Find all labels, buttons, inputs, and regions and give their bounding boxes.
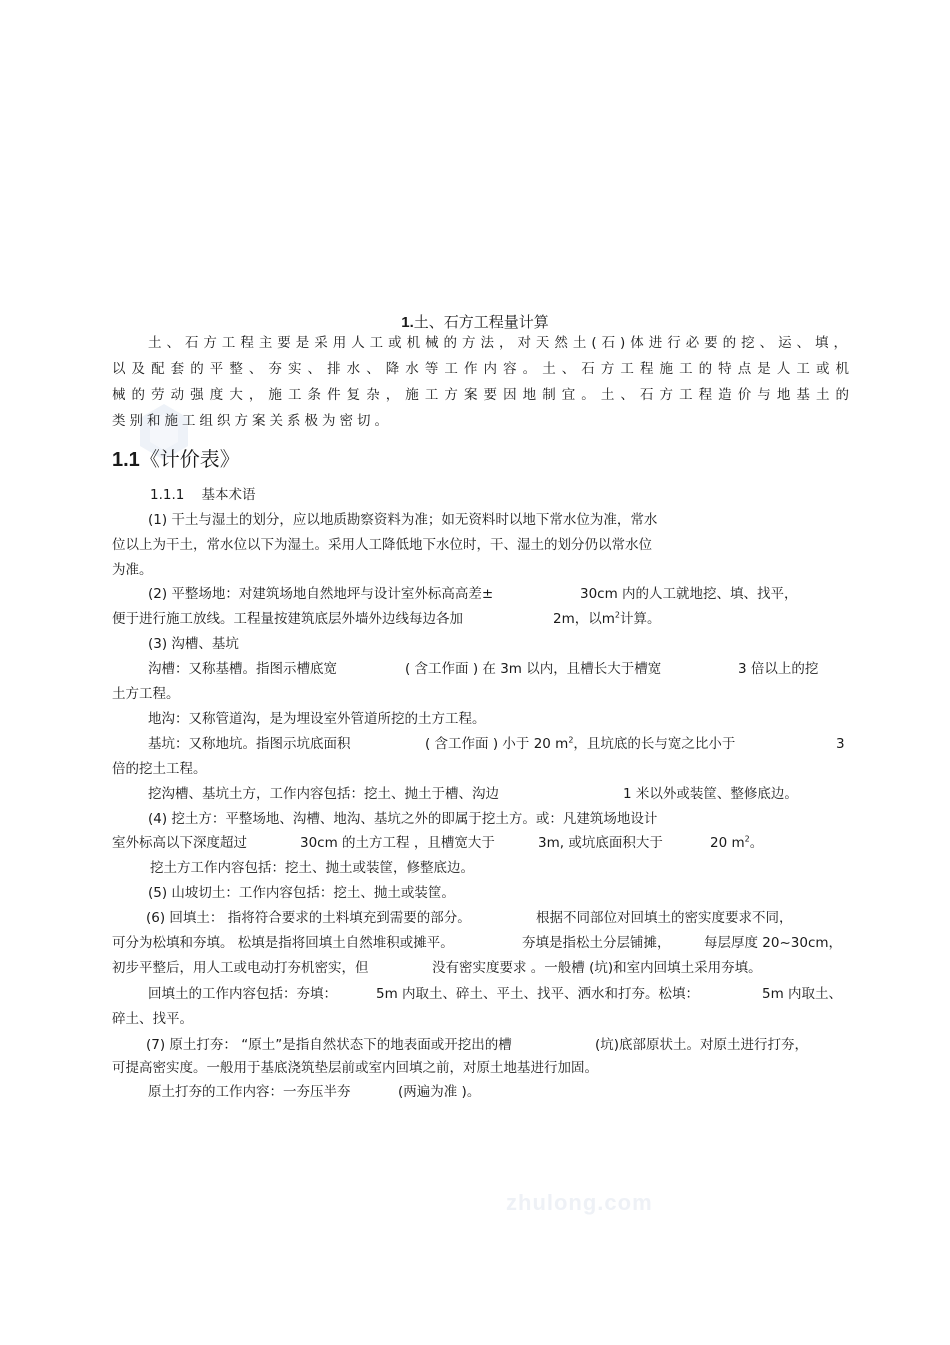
term-3-pit-4: 倍的挖土工程。	[112, 761, 207, 777]
subsection-number: 1.1.1	[150, 487, 185, 503]
intro-line-3: 械的劳动强度大，施工条件复杂，施工方案要因地制宜。土、石方工程造价与地基土的	[112, 387, 850, 403]
term-5: (5) 山坡切土：工作内容包括：挖土、抛土或装筐。	[148, 885, 455, 901]
term-3-pit-2a: ( 含工作面 ) 小于 20 m	[425, 736, 569, 752]
term-3-pit-2b: ，且坑底的长与宽之比小于	[573, 736, 736, 752]
term-6-line-3a: 初步平整后，用人工或电动打夯机密实，但	[112, 960, 369, 976]
term-3-pit-1: 基坑：又称地坑。指图示坑底面积	[148, 736, 351, 752]
term-3-groove-4: 土方工程。	[112, 686, 180, 702]
intro-line-4: 类别和施工组织方案关系极为密切。	[112, 413, 392, 429]
intro-line-1: 土、石方工程主要是采用人工或机械的方法，对天然土(石)体进行必要的挖、运、填，	[148, 335, 848, 351]
title-number: 1.	[401, 314, 414, 331]
title-text: 土、石方工程量计算	[413, 313, 549, 331]
term-2-line-1b: 30cm 内的人工就地挖、填、找平，	[580, 586, 798, 602]
term-4-end: 。	[749, 835, 764, 851]
term-2-line-2: 便于进行施工放线。工程量按建筑底层外墙外边线每边各加	[112, 611, 463, 627]
term-6-line-2a: 可分为松填和夯填。 松填是指将回填土自然堆积或摊平。	[112, 935, 454, 951]
term-1-line-1: (1) 干土与湿土的划分，应以地质勘察资料为准；如无资料时以地下常水位为准，常水	[148, 512, 658, 528]
term-4-line-2c: 3m, 或坑底面积大于	[538, 835, 663, 851]
term-4-line-2a: 室外标高以下深度超过	[112, 835, 247, 851]
term-1-line-2: 位以上为干土，常水位以下为湿土。采用人工降低地下水位时，干、湿土的划分仍以常水位	[112, 537, 652, 553]
term-3-pit-2sup: 2	[568, 735, 574, 745]
term-3-groove-2: ( 含工作面 ) 在 3m 以内，且槽长大于槽宽	[405, 661, 662, 677]
term-6-line-1b: 根据不同部位对回填土的密实度要求不同，	[536, 910, 793, 926]
intro-line-2: 以及配套的平整、夯实、排水、降水等工作内容。土、石方工程施工的特点是人工或机	[112, 361, 850, 377]
section-title: 《计价表》	[139, 447, 240, 471]
term-4-line-2d	[710, 833, 763, 853]
term-7-line-1b: (坑)底部原状土。对原土进行打夯，	[595, 1037, 809, 1053]
term-3-pit-3: 3	[836, 736, 845, 752]
term-3-heading: (3) 沟槽、基坑	[148, 636, 239, 652]
term-1-line-3: 为准。	[112, 562, 153, 578]
term-4-area: 20 m	[710, 835, 745, 851]
term-2-line-2b	[553, 609, 660, 629]
term-2-tail: 计算。	[619, 611, 661, 627]
section-number: 1.1	[112, 449, 140, 471]
term-4-work: 挖土方工作内容包括：挖土、抛土或装筐，修整底边。	[150, 860, 474, 876]
term-3-work-2: 1 米以外或装筐、整修底边。	[623, 786, 798, 802]
term-4-line-1: (4) 挖土方：平整场地、沟槽、地沟、基坑之外的即属于挖土方。或：凡建筑场地设计	[148, 811, 658, 827]
term-2-unit: 2m，以m	[553, 611, 615, 627]
term-7-line-2: 可提高密实度。一般用于基底浇筑垫层前或室内回填之前，对原土地基进行加固。	[112, 1060, 598, 1076]
watermark-text: zhulong.com	[506, 1190, 653, 1215]
term-3-groove-1: 沟槽：又称基槽。指图示槽底宽	[148, 661, 337, 677]
term-3-pit-2	[425, 734, 735, 754]
term-3-work-1: 挖沟槽、基坑土方，工作内容包括：挖土、抛土于槽、沟边	[148, 786, 499, 802]
term-6-line-2b: 夯填是指松土分层铺摊，	[522, 935, 671, 951]
section-heading	[112, 446, 240, 473]
subsection-title: 基本术语	[201, 487, 256, 503]
term-6-line-4c: 5m 内取土、	[762, 986, 843, 1002]
term-3-groove-3: 3 倍以上的挖	[738, 661, 819, 677]
document-title	[0, 312, 950, 333]
term-6-line-4a: 回填土的工作内容包括：夯填：	[148, 986, 337, 1002]
term-6-line-3b: 没有密实度要求 。一般槽 (坑)和室内回填土采用夯填。	[432, 960, 762, 976]
term-6-line-4b: 5m 内取土、碎土、平土、找平、洒水和打夯。松填：	[376, 986, 700, 1002]
term-6-line-5: 碎土、找平。	[112, 1011, 193, 1027]
term-4-line-2b: 30cm 的土方工程 ，且槽宽大于	[300, 835, 495, 851]
term-7-line-3b: (两遍为准 )。	[398, 1084, 481, 1100]
term-2-unit-sup: 2	[614, 610, 620, 620]
term-3-ditch: 地沟：又称管道沟，是为埋设室外管道所挖的土方工程。	[148, 711, 486, 727]
term-7-line-3a: 原土打夯的工作内容：一夯压半夯	[148, 1084, 351, 1100]
term-2-line-1: (2) 平整场地：对建筑场地自然地坪与设计室外标高高差±	[148, 586, 494, 602]
term-6-line-1a: (6) 回填土： 指将符合要求的土料填充到需要的部分。	[146, 910, 471, 926]
term-7-line-1a: (7) 原土打夯： “原土”是指自然状态下的地表面或开挖出的槽	[146, 1037, 512, 1053]
term-4-area-sup: 2	[744, 834, 750, 844]
subsection-heading	[150, 485, 888, 505]
term-6-line-2c: 每层厚度 20~30cm，	[704, 935, 843, 951]
